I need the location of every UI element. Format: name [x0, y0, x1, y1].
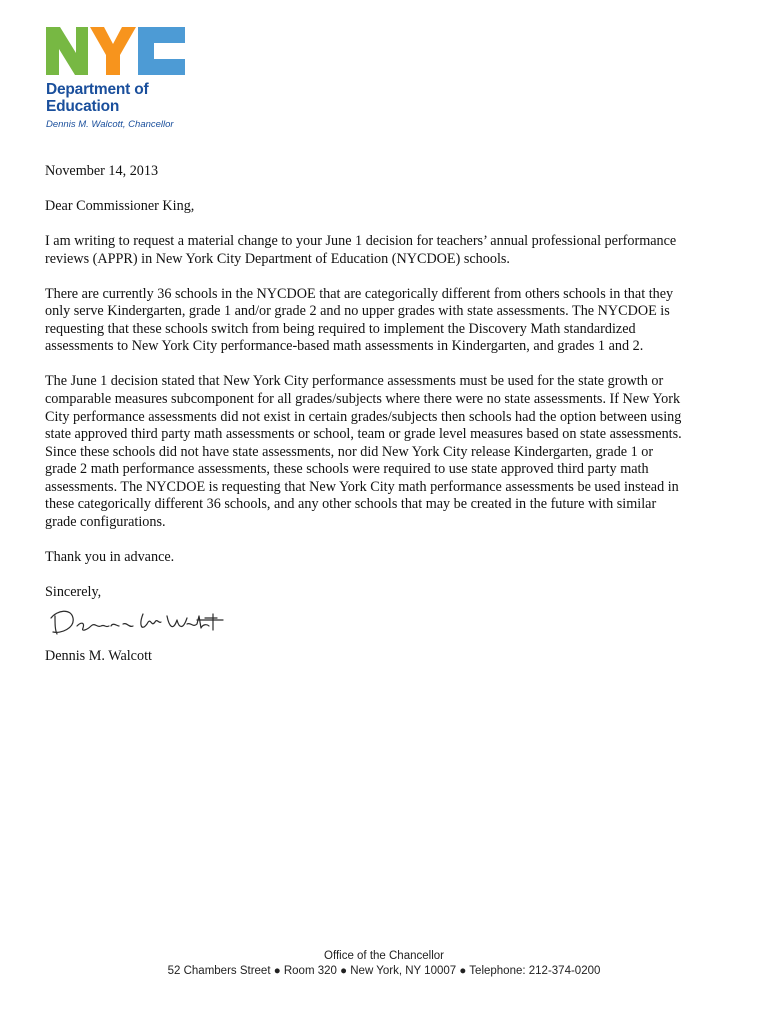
nyc-logo-y [90, 27, 136, 75]
department-name [46, 81, 196, 115]
nyc-doe-logo [46, 27, 196, 130]
footer-address: 52 Chambers Street ● Room 320 ● New York, NY 10007 ● Telephone: 212-374-0200 [167, 964, 601, 977]
footer-office: Office of the Chancellor [324, 950, 444, 962]
nyc-logo-c [138, 27, 185, 75]
handwritten-signature [47, 604, 685, 644]
paragraph-3: The June 1 decision stated that New York City performance assessments must be used for the state growth or comparable measures subcomponent for all grades/subjects where there were no state assessments. If New York City performance assessments did not exist in certain grades/subjects then schools had the option between using state approved third party math assessments or school, team or grade level measures based on state assessments. Since these schools did not have state assessments, nor did New York City release Kindergarten, grade 1 or grade 2 math performance assessments, these schools were required to use state approved third party math assessments. The NYCDOE is requesting that New York City math performance assessments be used instead in these categorically different 36 schools, and any other schools that may be created in the future with similar grade configurations. [45, 373, 682, 531]
signature-name: Dennis M. Walcott [45, 647, 152, 664]
nyc-logo-n [46, 27, 88, 75]
paragraph-2: There are currently 36 schools in the NYCDOE that are categorically different from others schools in that they only serve Kindergarten, grade 1 and/or grade 2 and no upper grades with state assessments. The NYCDOE is requesting that these schools switch from being required to implement the Discovery Math standardized assessments to New York City performance-based math assessments in Kindergarten, and grades 1 and 2. [45, 285, 674, 355]
closing: Sincerely, [45, 584, 102, 601]
letter-date: November 14, 2013 [45, 163, 159, 179]
salutation: Dear Commissioner King, [45, 197, 195, 214]
paragraph-1: I am writing to request a material change to your June 1 decision for teachers’ annual professional performance reviews (APPR) in New York City Department of Education (NYCDOE) schools. [45, 232, 677, 267]
paragraph-4: Thank you in advance. [45, 549, 175, 566]
department-line-1: Department of [46, 81, 149, 98]
department-line-2: Education [46, 98, 120, 115]
footer [0, 949, 768, 978]
nyc-logo-mark [46, 27, 186, 77]
chancellor-line: Dennis M. Walcott, Chancellor [46, 119, 174, 130]
letter-body [45, 163, 685, 683]
